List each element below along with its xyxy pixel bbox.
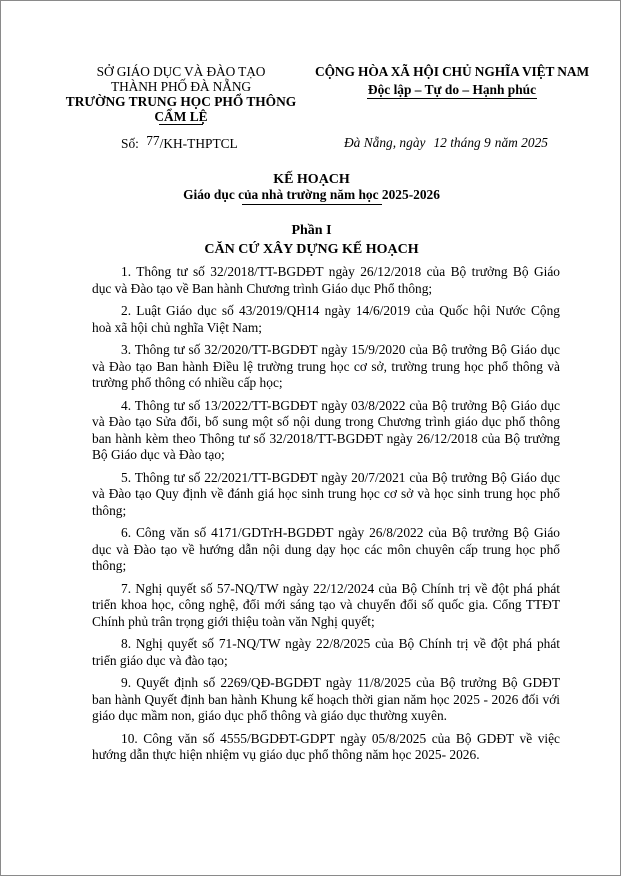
- issuing-agency-header: [63, 64, 299, 125]
- date-day-month: 12 tháng 9: [433, 135, 491, 150]
- title-main: KẾ HOẠCH: [273, 172, 350, 187]
- section-part-label: Phần I: [291, 223, 332, 238]
- list-item: 8. Nghị quyết số 71-NQ/TW ngày 22/8/2025 của Bộ Chính trị về đột phá phát triển giáo dục và đào tạo;: [92, 636, 560, 668]
- country-name: CỘNG HÒA XÃ HỘI CHỦ NGHĨA VIỆT NAM: [315, 64, 589, 79]
- document-number: [121, 133, 238, 152]
- department-line-2: THÀNH PHỐ ĐÀ NẴNG: [110, 79, 251, 94]
- list-item: 3. Thông tư số 32/2020/TT-BGDĐT ngày 15/9/2020 của Bộ trưởng Bộ Giáo dục và Đào tạo Ban hành Điều lệ trường trung học cơ sở, trường trung học phổ thông và trường phổ thông có nhiều cấp học;: [92, 342, 560, 390]
- list-item: 2. Luật Giáo dục số 43/2019/QH14 ngày 14/6/2019 của Quốc hội Nước Cộng hoà xã hội chủ nghĩa Việt Nam;: [92, 303, 560, 335]
- document-title: [1, 172, 622, 205]
- date-year: năm 2025: [494, 135, 548, 150]
- issue-date: [344, 135, 548, 151]
- list-item: 4. Thông tư số 13/2022/TT-BGDĐT ngày 03/8/2022 của Bộ trưởng Bộ Giáo dục và Đào tạo Sửa đổi, bổ sung một số nội dung trong Chương trình giáo dục phổ thông ban hành kèm theo Thông tư số 32/2018/TT-BGDĐT ngày 26/12/2018 của Bộ trưởng Bộ Giáo dục và Đào tạo;: [92, 397, 560, 462]
- doc-number-value: 77: [146, 133, 160, 148]
- national-header: [304, 64, 600, 99]
- doc-number-suffix: /KH-THPTCL: [159, 136, 238, 151]
- list-item: 10. Công văn số 4555/BGDĐT-GDPT ngày 05/8/2025 của Bộ GDĐT về việc hướng dẫn thực hiện nhiệm vụ giáo dục phổ thông năm học 2025- 2026.: [92, 730, 560, 762]
- school-name-line-2: CẨM LỆ: [154, 109, 208, 124]
- legal-basis-list: [92, 264, 560, 770]
- list-item: 9. Quyết định số 2269/QĐ-BGDĐT ngày 11/8/2025 của Bộ trưởng Bộ GDĐT ban hành Quyết định ban hành Khung kế hoạch thời gian năm học 2025 - 2026 đối với giáo dục mầm non, giáo dục phổ thông và giáo dục thường xuyên.: [92, 675, 560, 723]
- national-motto: Độc lập – Tự do – Hạnh phúc: [367, 82, 537, 97]
- doc-number-label: Số:: [121, 136, 139, 151]
- section-heading: CĂN CỨ XÂY DỰNG KẾ HOẠCH: [204, 242, 419, 257]
- title-subtitle: Giáo dục của nhà trường năm học 2025-2026: [183, 187, 440, 202]
- school-name-line-1: TRƯỜNG TRUNG HỌC PHỔ THÔNG: [65, 94, 297, 109]
- section-header: [1, 222, 622, 258]
- motto-underline: [367, 98, 537, 99]
- agency-underline: [159, 124, 203, 125]
- list-item: 7. Nghị quyết số 57-NQ/TW ngày 22/12/2024 của Bộ Chính trị về đột phá phát triển khoa học, công nghệ, đổi mới sáng tạo và chuyển đổi số quốc gia. Cổng TTĐT Chính phủ trân trọng giới thiệu toàn văn Nghị quyết;: [92, 580, 560, 629]
- title-underline: [242, 204, 382, 205]
- date-place-prefix: Đà Nẵng, ngày: [344, 135, 426, 150]
- list-item: 6. Công văn số 4171/GDTrH-BGDĐT ngày 26/8/2022 của Bộ trưởng Bộ Giáo dục và Đào tạo về hướng dẫn nội dung dạy học các môn chuyên cấp trung học phổ thông;: [92, 525, 560, 573]
- list-item: 5. Thông tư số 22/2021/TT-BGDĐT ngày 20/7/2021 của Bộ trưởng Bộ Giáo dục và Đào tạo Quy định về đánh giá học sinh trung học cơ sở và học sinh trung học phổ thông;: [92, 469, 560, 518]
- department-line-1: SỞ GIÁO DỤC VÀ ĐÀO TẠO: [96, 64, 266, 79]
- list-item: 1. Thông tư số 32/2018/TT-BGDĐT ngày 26/12/2018 của Bộ trưởng Bộ Giáo dục và Đào tạo về Ban hành Chương trình Giáo dục Phổ thông;: [92, 264, 560, 296]
